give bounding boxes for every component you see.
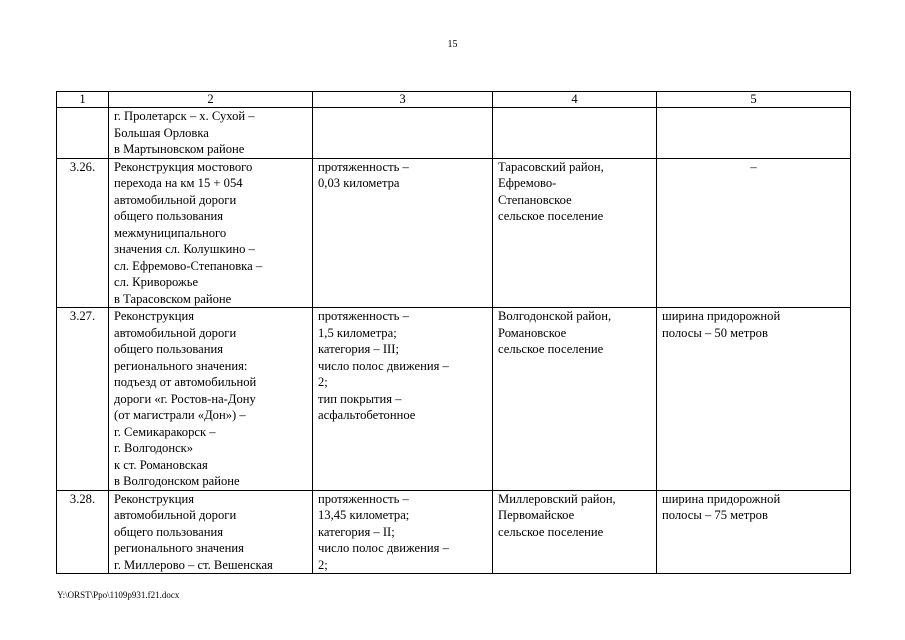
zones-cell: ширина придорожной полосы – 50 метров	[657, 308, 851, 491]
characteristics-cell: протяженность – 13,45 километра; категория – II; число полос движения – 2;	[313, 490, 493, 574]
row-number-cell: 3.28.	[57, 490, 109, 574]
row-number-cell: 3.26.	[57, 158, 109, 308]
object-cell: Реконструкция автомобильной дороги общего пользования регионального значения г. Миллерово – ст. Вешенская	[109, 490, 313, 574]
column-header: 5	[657, 92, 851, 108]
zones-cell	[657, 108, 851, 159]
page-number: 15	[447, 39, 458, 50]
characteristics-cell: протяженность – 1,5 километра; категория – III; число полос движения – 2; тип покрытия – асфальтобетонное	[313, 308, 493, 491]
location-cell: Тарасовский район, Ефремово- Степановское сельское поселение	[493, 158, 657, 308]
column-header: 2	[109, 92, 313, 108]
footer-file-path: Y:\ORST\Ppo\1109p931.f21.docx	[57, 590, 180, 600]
location-cell: Волгодонской район, Романовское сельское поселение	[493, 308, 657, 491]
column-header: 4	[493, 92, 657, 108]
row-number-cell	[57, 108, 109, 159]
column-header: 3	[313, 92, 493, 108]
characteristics-cell	[313, 108, 493, 159]
object-cell: г. Пролетарск – х. Сухой – Большая Орловка в Мартыновском районе	[109, 108, 313, 159]
object-cell: Реконструкция мостового перехода на км 15 + 054 автомобильной дороги общего пользования межмуниципального значения сл. Колушкино – сл. Ефремово-Степановка – сл. Криворожье в Тарасовском районе	[109, 158, 313, 308]
document-table	[56, 91, 851, 574]
zones-cell: ширина придорожной полосы – 75 метров	[657, 490, 851, 574]
location-cell: Миллеровский район, Первомайское сельское поселение	[493, 490, 657, 574]
zones-cell: –	[657, 158, 851, 308]
table-row	[57, 108, 851, 159]
characteristics-cell: протяженность – 0,03 километра	[313, 158, 493, 308]
location-cell	[493, 108, 657, 159]
table-row	[57, 158, 851, 308]
table-row	[57, 308, 851, 491]
row-number-cell: 3.27.	[57, 308, 109, 491]
table-header-row	[57, 92, 851, 108]
object-cell: Реконструкция автомобильной дороги общего пользования регионального значения: подъезд от автомобильной дороги «г. Ростов-на-Дону (от магистрали «Дон») – г. Семикаракорск – г. Волгодонск» к ст. Романовская в Волгодонском районе	[109, 308, 313, 491]
table-row	[57, 490, 851, 574]
column-header: 1	[57, 92, 109, 108]
